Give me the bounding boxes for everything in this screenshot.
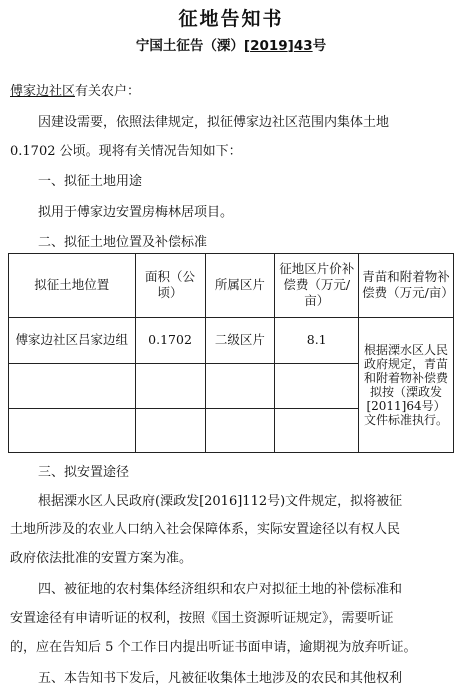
header-zone-price: 征地区片价补偿费（万元/亩）: [275, 254, 359, 318]
section-5-line: 五、本告知书下发后，凡被征收集体土地涉及的农民和其他权利: [38, 671, 403, 686]
section-3-heading: 三、拟安置途径: [38, 465, 130, 480]
cell-zone: 二级区片: [205, 317, 275, 363]
greeting-place: 傅家边社区: [10, 84, 76, 99]
section-3-line: 土地所涉及的农业人口纳入社会保障体系，实际安置途径以有权人民: [10, 522, 401, 537]
doc-no-suffix: 号: [312, 38, 327, 54]
land-compensation-table: [8, 253, 454, 453]
greeting-rest: 有关农户：: [75, 84, 141, 99]
greeting: [10, 80, 458, 99]
notice-title: 征地告知书: [178, 8, 284, 30]
doc-no-number: 43: [293, 38, 313, 54]
section-1-heading: 一、拟征土地用途: [38, 174, 143, 189]
section-4-line: 的，应在告知后 5 个工作日内提出听证书面申请，逾期视为放弃听证。: [10, 640, 417, 655]
section-2-heading: 二、拟征土地位置及补偿标准: [38, 235, 208, 250]
section-3-line: 政府依法批准的安置方案为准。: [10, 551, 193, 566]
section-1-text: 拟用于傅家边安置房梅林居项目。: [38, 205, 234, 220]
intro-line-2: 0.1702 公顷。现将有关情况告知如下：: [10, 144, 242, 159]
doc-no-year: 2019: [250, 38, 288, 54]
doc-no-bracket: ]: [287, 38, 294, 54]
table-header-row: [9, 254, 454, 318]
document-number: [0, 34, 462, 54]
intro-line-1: 因建设需要，依照法律规定，拟征傅家边社区范围内集体土地: [38, 115, 390, 130]
section-3-line: 根据溧水区人民政府(溧政发[2016]112号)文件规定，拟将被征: [38, 494, 403, 509]
table-row: [9, 317, 454, 363]
header-zone: 所属区片: [205, 254, 275, 318]
header-location: 拟征土地位置: [9, 254, 136, 318]
section-4-line: 四、被征地的农村集体经济组织和农户对拟征土地的补偿标准和: [38, 582, 403, 597]
header-crop-compensation: 青苗和附着物补偿费（万元/亩）: [359, 254, 454, 318]
doc-no-prefix: 宁国土征告（溧）[: [135, 38, 251, 54]
cell-area: 0.1702: [135, 317, 205, 363]
section-4-line: 安置途径有申请听证的权利，按照《国土资源听证规定》，需要听证: [10, 611, 394, 626]
cell-location: 傅家边社区吕家边组: [9, 317, 136, 363]
cell-crop-note: 根据溧水区人民政府规定，青苗和附着物补偿费拟按（溧政发[2011]64号）文件标准执行。: [359, 317, 454, 452]
cell-price: 8.1: [275, 317, 359, 363]
header-area: 面积（公顷）: [135, 254, 205, 318]
